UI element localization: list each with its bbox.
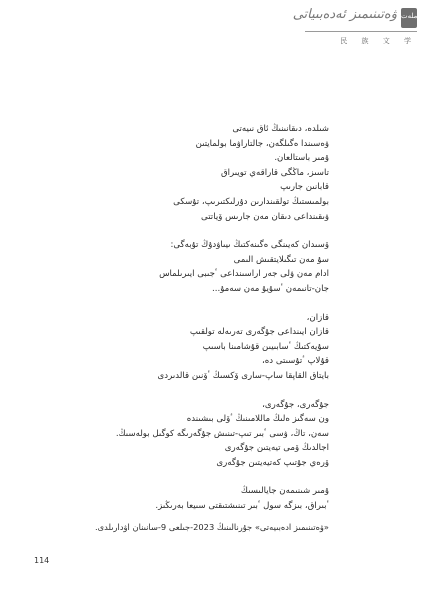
journal-header <box>292 6 418 60</box>
journal-subtitle: 民 族 文 学 <box>340 37 417 45</box>
poem-line: ون سەگىز ەلىڭ ماللامىنىڭ ٴۆلى بىشىندە <box>186 414 329 425</box>
poem-line: قۇلاپ ٴتۇسىتى دە، <box>262 356 329 367</box>
poem-stanza <box>69 398 329 471</box>
header-rule <box>305 31 417 32</box>
poem-line: جۇگەرى، جۇگەرى، <box>262 399 329 410</box>
poem-line: سەن، تاڭ، ۋسى ٴبىر تىپ-تىنىش جۇگەرىگە كوگىل بولەسىڭ. <box>115 428 329 439</box>
poem-line: سۇ مەن تىگىلايتقىش الىمى <box>233 254 329 265</box>
poem-line: ٴبىراق، بىزگە سول ٴبىر تىنىشتىقتى سىيعا بەرىڭىز. <box>155 501 329 512</box>
journal-logo-badge-text: ملەت <box>401 12 418 20</box>
poem-line: ۆرەي جۇتىپ كەتيەيتىن جۇگەرى <box>216 457 329 468</box>
poem-line: ۋىقىنداعى دىقان مەن جارىس ۆياتتى <box>201 211 329 222</box>
poem-line: تاسىز، ماڭگى قاراقەي تويىراق <box>220 167 329 178</box>
poem-line: شىلدە، دىقانىنىڭ ئاق نىيەتى <box>232 124 329 134</box>
poem-line: بولمىستىڭ تولقىندارىن دۇرلىكتىرىپ، تۇسكى <box>173 196 329 207</box>
poem-line: قازان ايىنداعى جۇگەرى تەرىەلە تولقىپ <box>189 327 329 338</box>
poem-line: ۇمىر باستالعان. <box>274 153 329 164</box>
poem-line: قابانىن جارىپ <box>280 182 329 193</box>
poem-line: بايتاق القاپقا ساپ-سارى ۆكسىڭ ٴۆنىن قالدىردى <box>157 370 329 381</box>
source-note: «ۋەتىنىمىز ادەبىيەتى» جۇرنالىنىڭ 2023-جىلعى 9-سانىنان اۋدارىلدى. <box>94 522 329 532</box>
poem-line: ۋەسىندا ەگىلگەن، جالتاراۋما بولمايتىن <box>195 138 329 149</box>
journal-logo-badge <box>401 8 417 28</box>
poem-stanza <box>69 484 329 513</box>
poem-line: جان-تانىمەن ٴسۇيۇ مەن سەمۇ... <box>212 283 329 294</box>
poem-line: قازان، <box>306 312 329 323</box>
page-number: 114 <box>34 556 50 565</box>
poem-stanza <box>69 311 329 384</box>
poem-line: سۇيەكتىڭ ٴسابىيىن قۇشامىنا باسىپ <box>202 341 329 352</box>
journal-logo-text: ۋەتىنىمىز ئەدەبىياتى <box>292 7 397 22</box>
poem-body <box>69 122 329 528</box>
poem-stanza <box>69 122 329 224</box>
poem-line: ۆسىدان كەيىنگى ەگىنەكتىڭ ىيىاۋدۇڭ تۇبەگى: <box>170 240 329 251</box>
poem-stanza <box>69 238 329 296</box>
poem-line: اجالدىڭ ۆمى تيەيتىن جۇگەرى <box>224 443 329 454</box>
poem-line: ۇمىر شىنىمەن جايالىسىڭ <box>240 486 329 497</box>
poem-line: ادام مەن ۋلى جەر اراسىنداعى ٴجىبى ايىرىلماس <box>159 269 329 280</box>
